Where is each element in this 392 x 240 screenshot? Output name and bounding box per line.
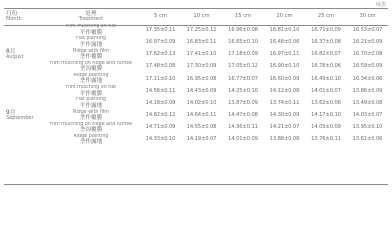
value-cell: 16.49±0.10 [311, 75, 341, 82]
value-cell: 14.01±0.07 [311, 87, 341, 94]
table-row [4, 61, 388, 73]
value-cell: 16.34±0.06 [352, 75, 383, 82]
value-cell: 16.83±0.11 [186, 38, 217, 45]
value-cell: 17.25±0.12 [186, 26, 217, 33]
table-row [4, 48, 388, 60]
treatment-en: Ridge with film [73, 48, 109, 54]
value-cell: 17.18±0.09 [228, 51, 258, 58]
value-cell: 16.77±0.07 [228, 75, 258, 82]
treatment-cell [42, 109, 140, 121]
treatment-header [42, 9, 140, 24]
value-cell: 14.25±0.10 [228, 87, 258, 94]
month-en: August [6, 53, 24, 60]
value-cell: 13.76±0.11 [311, 136, 341, 143]
value-cell: 16.81±0.10 [269, 26, 300, 33]
value-cell: 14.17±0.10 [311, 112, 341, 119]
depth-header-25: 25 cm [317, 13, 335, 20]
value-cell: 16.60±0.09 [269, 75, 300, 82]
value-cell: 14.02±0.10 [186, 99, 217, 106]
value-cell: 16.95±0.08 [186, 75, 217, 82]
depth-header-30: 30 cm [359, 13, 376, 20]
treatment-cell [42, 97, 140, 109]
header-row [4, 9, 388, 24]
soil-temperature-table [4, 9, 388, 146]
value-cell: 16.78±0.06 [311, 63, 341, 70]
table-row [4, 122, 388, 134]
month-header-cn: 月份 [6, 10, 18, 17]
value-cell: 14.71±0.09 [145, 124, 176, 131]
value-cell: 16.21±0.09 [352, 38, 383, 45]
month-header-en: Month [6, 16, 22, 22]
treatment-cn: 垄沟覆膜 [79, 127, 103, 134]
value-cell: 13.49±0.08 [352, 99, 383, 106]
value-cell: 14.56±0.11 [145, 87, 176, 94]
table-row [4, 73, 388, 85]
value-cell: 14.12±0.08 [269, 87, 300, 94]
value-cell: 14.82±0.12 [145, 112, 176, 119]
treatment-en: Film mulching on flat [65, 24, 117, 30]
treatment-cn: 垄作露地 [79, 78, 103, 85]
value-cell: 16.90±0.10 [269, 63, 300, 70]
treatment-en: Ridge planting [73, 72, 109, 78]
treatment-cn: 垄作露地 [79, 139, 103, 146]
value-cell: 17.35±0.11 [145, 26, 176, 33]
value-cell: 16.48±0.06 [269, 38, 300, 45]
depth-header-20: 20 cm [276, 13, 293, 20]
depth-header-10: 10 cm [193, 13, 210, 20]
treatment-en: Flat planting [75, 36, 107, 42]
depth-header-15: 15 cm [234, 13, 252, 20]
value-cell: 13.86±0.09 [352, 87, 383, 94]
treatment-en: Film mulching on ridge and furrow [49, 60, 133, 66]
value-cell: 14.18±0.08 [145, 99, 176, 106]
treatment-cn: 平作露地 [79, 102, 103, 109]
value-cell: 13.87±0.09 [228, 99, 258, 106]
table-row [4, 97, 388, 109]
value-cell: 16.71±0.09 [311, 26, 341, 33]
value-cell: 16.37±0.08 [311, 38, 341, 45]
value-cell: 16.97±0.09 [145, 38, 176, 45]
value-cell: 17.41±0.10 [186, 51, 217, 58]
treatment-cell [42, 134, 140, 146]
treatment-cell [42, 122, 140, 134]
value-cell: 13.61±0.06 [352, 136, 383, 143]
value-cell: 16.59±0.09 [352, 63, 383, 70]
value-cell: 14.36±0.11 [228, 124, 258, 131]
treatment-cell [42, 48, 140, 60]
treatment-header-cn: 处理 [85, 10, 97, 17]
value-cell: 14.64±0.11 [186, 112, 217, 119]
value-cell: 17.30±0.09 [186, 63, 217, 70]
treatment-cn: 平作覆膜 [79, 29, 103, 36]
treatment-header-en: Treatment [78, 17, 104, 22]
treatment-cell [42, 36, 140, 48]
table-row [4, 85, 388, 97]
month-en: September [6, 114, 34, 121]
value-cell: 14.43±0.09 [186, 87, 217, 94]
value-cell: 16.53±0.07 [352, 26, 383, 33]
value-cell: 16.97±0.11 [269, 51, 300, 58]
value-cell: 16.82±0.07 [311, 51, 341, 58]
value-cell: 14.03±0.07 [352, 112, 383, 119]
value-cell: 14.19±0.07 [186, 136, 217, 143]
value-cell: 14.47±0.08 [228, 112, 258, 119]
month-cn: 8月 [6, 48, 16, 55]
treatment-en: Ridge with film [73, 109, 109, 115]
treatment-cn: 平作覆膜 [79, 90, 103, 97]
treatment-cell [42, 61, 140, 73]
treatment-en: Ridge planting [73, 133, 109, 139]
value-cell: 14.33±0.10 [145, 136, 176, 143]
header-rule [4, 25, 388, 26]
month-cn: 9月 [6, 109, 16, 116]
value-cell: 17.11±0.10 [145, 75, 176, 82]
treatment-cn: 平作露地 [79, 41, 103, 48]
value-cell: 16.96±0.08 [228, 26, 258, 33]
month-header [4, 9, 42, 24]
value-cell: 17.05±0.12 [228, 63, 258, 70]
value-cell: 14.21±0.07 [269, 124, 300, 131]
value-cell: 14.09±0.09 [311, 124, 341, 131]
treatment-cn: 垄沟覆膜 [79, 66, 103, 73]
value-cell: 14.01±0.09 [228, 136, 258, 143]
value-cell: 17.48±0.08 [145, 63, 176, 70]
treatment-cn: 垄作覆膜 [79, 53, 103, 60]
treatment-cell [42, 73, 140, 85]
table-row [4, 109, 388, 121]
value-cell: 13.62±0.06 [311, 99, 341, 106]
treatment-en: Film mulching on flat [65, 85, 117, 91]
table-continued-label: 续表 [375, 2, 386, 8]
bottom-rule [4, 184, 388, 185]
depth-header-5: 5 cm [154, 13, 167, 20]
treatment-cell [42, 85, 140, 97]
table-row [4, 134, 388, 146]
value-cell: 17.62±0.13 [145, 51, 176, 58]
value-cell: 13.88±0.08 [269, 136, 300, 143]
treatment-cn: 垄作覆膜 [79, 114, 103, 121]
treatment-en: Film mulching on ridge and furrow [49, 121, 133, 127]
value-cell: 13.95±0.10 [352, 124, 383, 131]
table-row [4, 36, 388, 48]
value-cell: 16.70±0.08 [352, 51, 383, 58]
value-cell: 13.74±0.11 [269, 99, 300, 106]
month-cell [4, 85, 42, 146]
treatment-en: Flat planting [75, 97, 107, 103]
value-cell: 14.30±0.09 [269, 112, 300, 119]
value-cell: 14.55±0.08 [186, 124, 217, 131]
value-cell: 16.65±0.10 [228, 38, 258, 45]
month-cell [4, 24, 42, 85]
